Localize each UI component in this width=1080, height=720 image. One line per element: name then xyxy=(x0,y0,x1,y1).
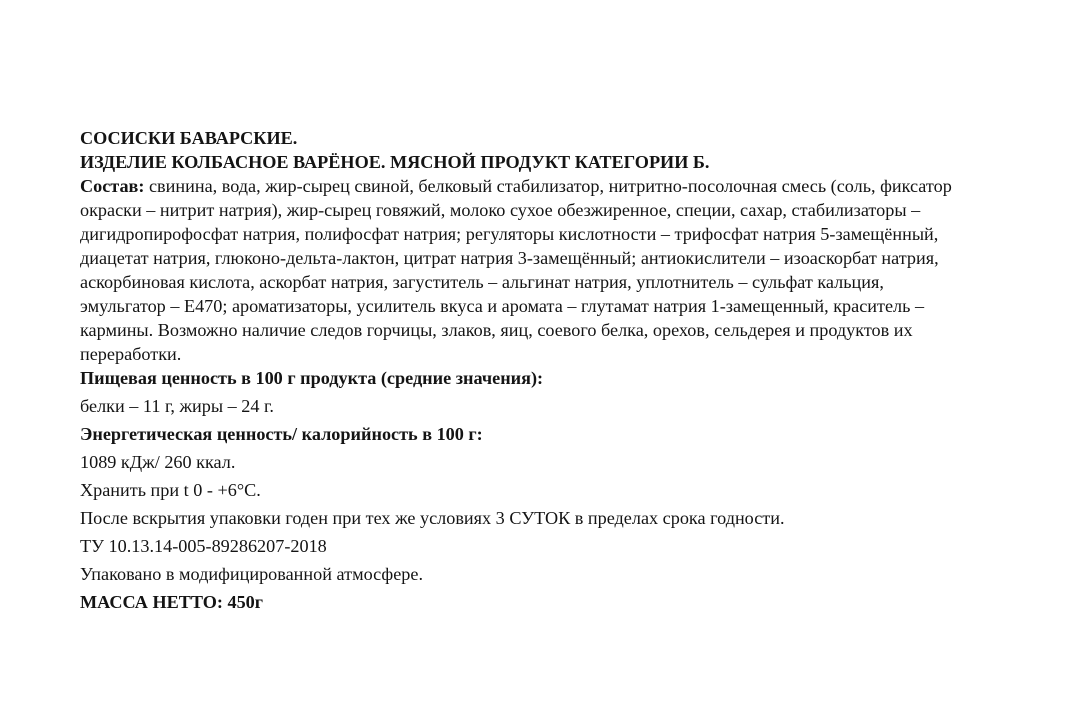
energy-values: 1089 кДж/ 260 ккал. xyxy=(80,452,236,472)
net-mass: МАССА НЕТТО: 450г xyxy=(80,592,264,612)
product-label xyxy=(80,126,1060,614)
after-opening-note: После вскрытия упаковки годен при тех же условиях 3 СУТОК в пределах срока годности. xyxy=(80,508,785,528)
composition-text: свинина, вода, жир-сырец свиной, белковый стабилизатор, нитритно-посолочная смесь (соль, фиксатор xyxy=(144,176,952,196)
composition-line: кармины. Возможно наличие следов горчицы, злаков, яиц, соевого белка, орехов, сельдерея и продуктов их xyxy=(80,320,913,340)
storage-conditions: Хранить при t 0 - +6°С. xyxy=(80,480,261,500)
composition-line: окраски – нитрит натрия), жир-сырец говяжий, молоко сухое обезжиренное, специи, сахар, стабилизаторы – xyxy=(80,200,921,220)
technical-standard: ТУ 10.13.14-005-89286207-2018 xyxy=(80,536,327,556)
composition-line: диацетат натрия, глюконо-дельта-лактон, цитрат натрия 3-замещённый; антиокислители – изоаскорбат натрия, xyxy=(80,248,939,268)
composition-block xyxy=(80,174,1060,366)
nutrition-values: белки – 11 г, жиры – 24 г. xyxy=(80,396,274,416)
composition-line: аскорбиновая кислота, аскорбат натрия, загуститель – альгинат натрия, уплотнитель – сульфат кальция, xyxy=(80,272,884,292)
energy-heading: Энергетическая ценность/ калорийность в 100 г: xyxy=(80,424,483,444)
composition-label: Состав: xyxy=(80,176,145,196)
product-title: СОСИСКИ БАВАРСКИЕ. xyxy=(80,128,298,148)
composition-line: переработки. xyxy=(80,344,182,364)
nutrition-heading: Пищевая ценность в 100 г продукта (средние значения): xyxy=(80,368,544,388)
composition-line: дигидропирофосфат натрия, полифосфат натрия; регуляторы кислотности – трифосфат натрия 5-замещённый, xyxy=(80,224,939,244)
composition-line xyxy=(80,174,1060,198)
packaging-note: Упаковано в модифицированной атмосфере. xyxy=(80,564,423,584)
product-category: ИЗДЕЛИЕ КОЛБАСНОЕ ВАРЁНОЕ. МЯСНОЙ ПРОДУКТ КАТЕГОРИИ Б. xyxy=(80,152,710,172)
composition-line: эмульгатор – Е470; ароматизаторы, усилитель вкуса и аромата – глутамат натрия 1-замещенный, краситель – xyxy=(80,296,925,316)
